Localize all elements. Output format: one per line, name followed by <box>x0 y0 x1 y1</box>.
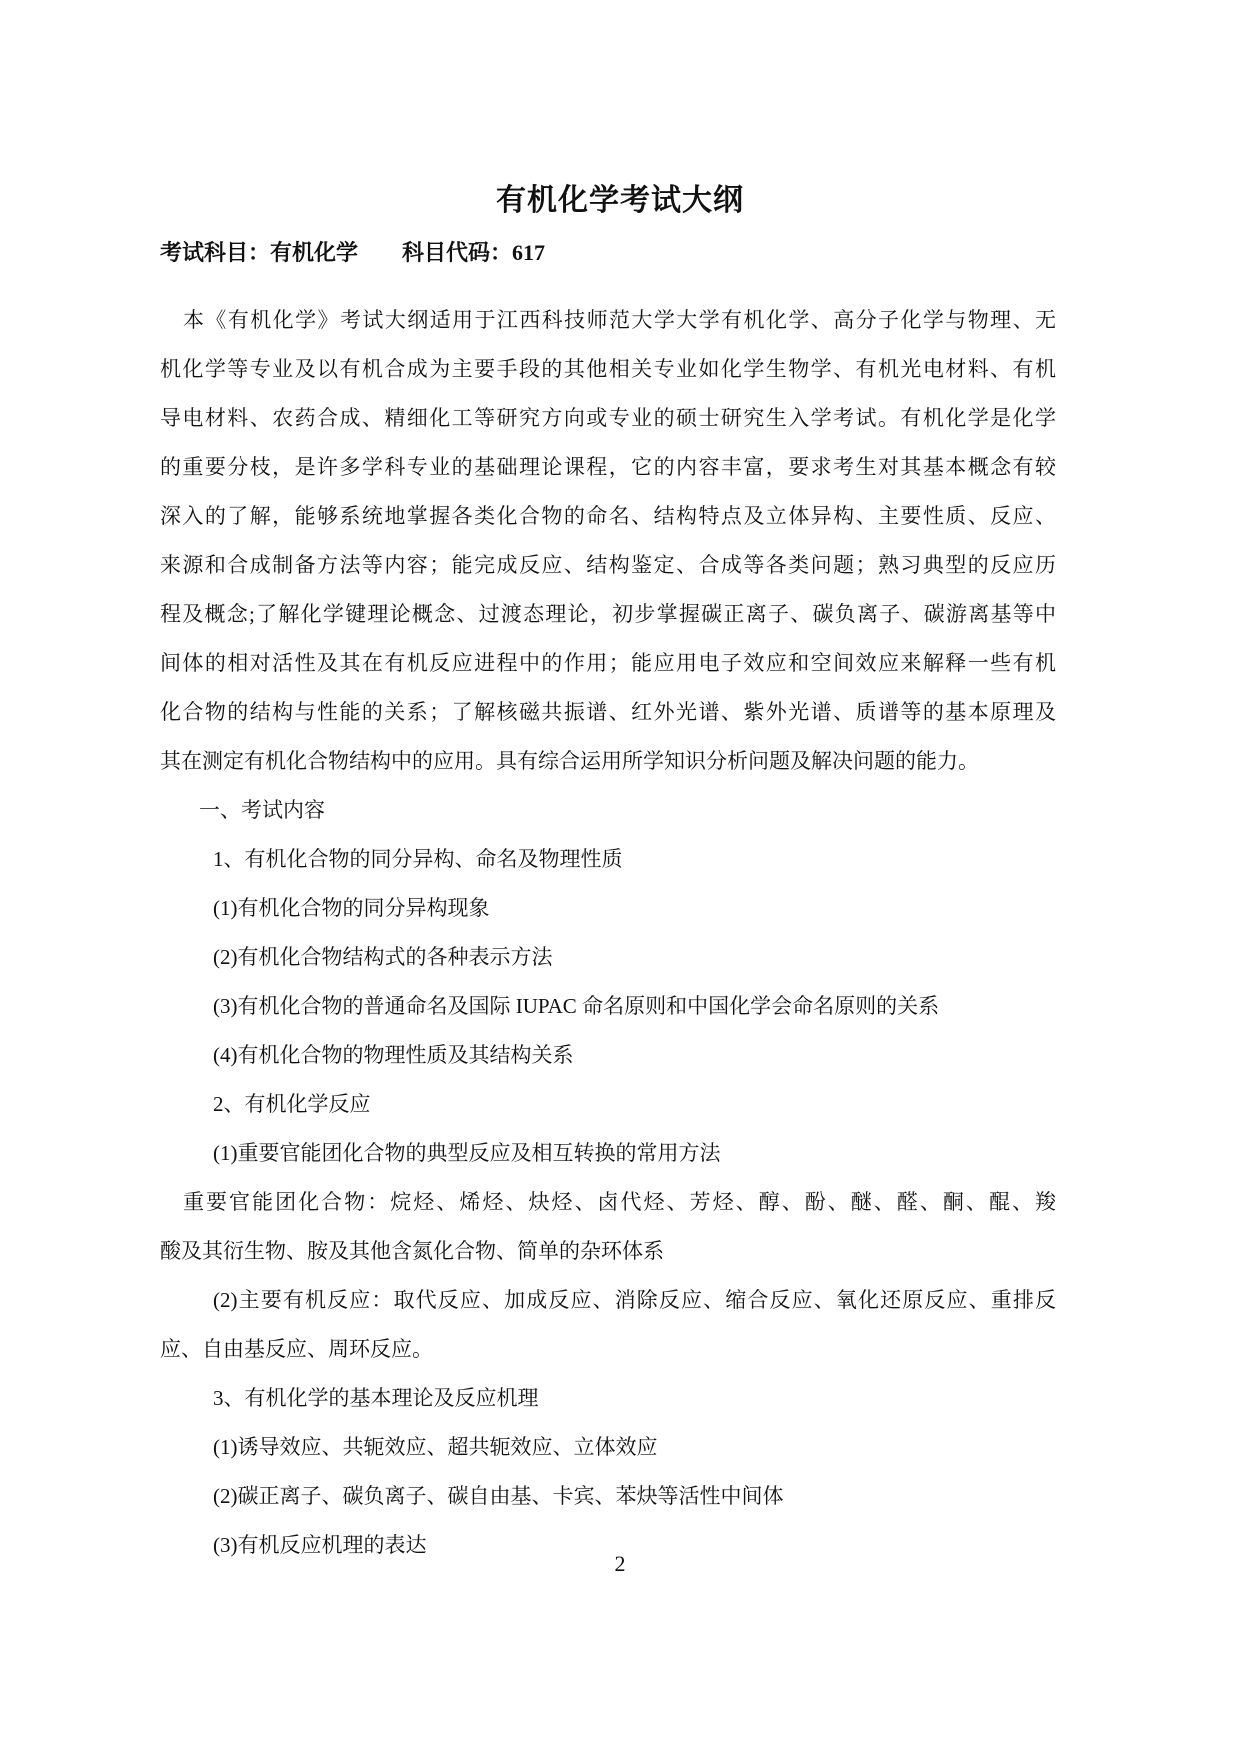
text-line: (3)有机反应机理的表达 <box>213 1533 427 1557</box>
text-line: 本《有机化学》考试大纲适用于江西科技师范大学大学有机化学、高分子化学与物理、无 <box>183 308 1056 332</box>
text-line: (2)有机化合物结构式的各种表示方法 <box>213 945 553 969</box>
text-line: 间体的相对活性及其在有机反应进程中的作用；能应用电子效应和空间效应来解释一些有机 <box>160 651 1056 675</box>
text-line: 一、考试内容 <box>199 798 325 822</box>
text-line: (3)有机化合物的普通命名及国际 IUPAC 命名原则和中国化学会命名原则的关系 <box>213 994 940 1018</box>
text-line: 其在测定有机化合物结构中的应用。具有综合运用所学知识分析问题及解决问题的能力。 <box>160 749 979 773</box>
text-line: (2)碳正离子、碳负离子、碳自由基、卡宾、苯炔等活性中间体 <box>213 1484 784 1508</box>
text-line: 3、有机化学的基本理论及反应机理 <box>213 1386 539 1410</box>
text-line: 程及概念;了解化学键理论概念、过渡态理论，初步掌握碳正离子、碳负离子、碳游离基等中 <box>160 602 1056 626</box>
text-line: 来源和合成制备方法等内容；能完成反应、结构鉴定、合成等各类问题；熟习典型的反应历 <box>160 553 1056 577</box>
text-line: (4)有机化合物的物理性质及其结构关系 <box>213 1043 574 1067</box>
text-line: (1)诱导效应、共轭效应、超共轭效应、立体效应 <box>213 1435 658 1459</box>
text-line: 深入的了解，能够系统地掌握各类化合物的命名、结构特点及立体异构、主要性质、反应、 <box>160 504 1056 528</box>
subject-and-code-line: 考试科目：有机化学 科目代码：617 <box>160 240 546 265</box>
body-lines <box>160 296 1056 1570</box>
text-line: (1)重要官能团化合物的典型反应及相互转换的常用方法 <box>213 1141 721 1165</box>
text-line: 1、有机化合物的同分异构、命名及物理性质 <box>213 847 623 871</box>
text-line: 导电材料、农药合成、精细化工等研究方向或专业的硕士研究生入学考试。有机化学是化学 <box>160 406 1056 430</box>
text-line: 的重要分枝，是许多学科专业的基础理论课程，它的内容丰富，要求考生对其基本概念有较 <box>160 455 1056 479</box>
page-number: 2 <box>614 1551 626 1576</box>
text-line: 重要官能团化合物：烷烃、烯烃、炔烃、卤代烃、芳烃、醇、酚、醚、醛、酮、醌、羧 <box>183 1190 1056 1214</box>
text-line: (2)主要有机反应：取代反应、加成反应、消除反应、缩合反应、氧化还原反应、重排反 <box>213 1288 1056 1312</box>
text-line: 酸及其衍生物、胺及其他含氮化合物、简单的杂环体系 <box>160 1239 664 1263</box>
text-line: 化合物的结构与性能的关系；了解核磁共振谱、红外光谱、紫外光谱、质谱等的基本原理及 <box>160 700 1056 724</box>
text-line: 机化学等专业及以有机合成为主要手段的其他相关专业如化学生物学、有机光电材料、有机 <box>160 357 1056 381</box>
page-title: 有机化学考试大纲 <box>496 184 744 217</box>
text-line: (1)有机化合物的同分异构现象 <box>213 896 490 920</box>
text-line: 2、有机化学反应 <box>213 1092 371 1116</box>
text-line: 应、自由基反应、周环反应。 <box>160 1337 433 1361</box>
